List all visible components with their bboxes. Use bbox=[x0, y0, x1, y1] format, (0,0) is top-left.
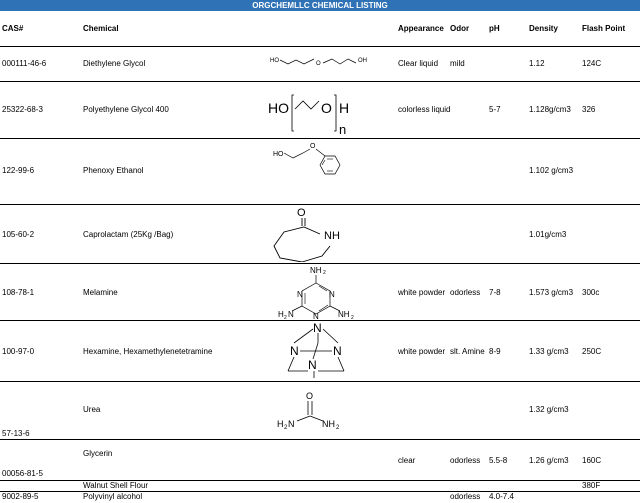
odor-cell: odorless bbox=[450, 492, 481, 501]
header-odor: Odor bbox=[450, 24, 470, 33]
structure-label: NH bbox=[324, 230, 340, 242]
flash-point-cell: 300c bbox=[582, 288, 600, 297]
hexamine-structure bbox=[280, 321, 360, 379]
chemical-cell: Melamine bbox=[83, 288, 118, 297]
flash-point-cell: 250C bbox=[582, 347, 602, 356]
table-row bbox=[0, 204, 640, 264]
ph-cell: 4.0-7.4 bbox=[489, 492, 514, 501]
ph-cell: 5.5-8 bbox=[489, 456, 508, 465]
peg-structure bbox=[268, 87, 358, 137]
chemical-cell: Polyvinyl alcohol bbox=[83, 492, 143, 501]
cas-cell: 105-60-2 bbox=[2, 230, 35, 239]
appearance-cell: colorless liquid bbox=[398, 105, 451, 114]
structure-label: HO bbox=[273, 151, 284, 158]
cas-cell: 108-78-1 bbox=[2, 288, 35, 297]
svg-text:N: N bbox=[288, 419, 295, 429]
odor-cell: odorless bbox=[450, 288, 481, 297]
svg-text:2: 2 bbox=[351, 315, 354, 320]
melamine-structure bbox=[276, 264, 366, 320]
table-row bbox=[0, 381, 640, 440]
page-title: ORGCHEMLLC CHEMICAL LISTING bbox=[0, 0, 640, 11]
structure-label: N bbox=[329, 290, 335, 299]
phenoxy-ethanol-structure bbox=[273, 140, 363, 186]
cas-cell: 000111-46-6 bbox=[2, 59, 47, 68]
table-row bbox=[0, 138, 640, 205]
structure-label: NH bbox=[338, 310, 350, 319]
table-row bbox=[0, 263, 640, 321]
header-flash-point: Flash Point bbox=[582, 24, 626, 33]
odor-cell: odorless bbox=[450, 456, 481, 465]
ph-cell: 7-8 bbox=[489, 288, 501, 297]
density-cell: 1.01g/cm3 bbox=[529, 230, 567, 239]
structure-label: H bbox=[339, 100, 350, 116]
flash-point-cell: 326 bbox=[582, 105, 596, 114]
ph-cell: 8-9 bbox=[489, 347, 501, 356]
appearance-cell: Clear liquid bbox=[398, 59, 439, 68]
structure-label: O bbox=[297, 207, 306, 219]
ph-cell: 5-7 bbox=[489, 105, 501, 114]
chemical-cell: Walnut Shell Flour bbox=[83, 481, 149, 490]
cas-cell: 25322-68-3 bbox=[2, 105, 43, 114]
structure-label: HO bbox=[268, 100, 289, 116]
structure-label: O bbox=[310, 143, 316, 150]
structure-label: N bbox=[313, 312, 319, 320]
structure-label: N bbox=[333, 344, 342, 358]
table-row bbox=[0, 320, 640, 382]
table-row bbox=[0, 439, 640, 481]
chemical-cell: Glycerin bbox=[83, 449, 113, 458]
header-density: Density bbox=[529, 24, 558, 33]
density-cell: 1.12 bbox=[529, 59, 545, 68]
header-ph: pH bbox=[489, 24, 500, 33]
density-cell: 1.128g/cm3 bbox=[529, 105, 571, 114]
density-cell: 1.26 g/cm3 bbox=[529, 456, 569, 465]
urea-structure bbox=[275, 389, 345, 433]
structure-label: NH bbox=[322, 419, 335, 429]
structure-label: OH bbox=[358, 58, 367, 64]
structure-label: O bbox=[316, 61, 321, 67]
svg-text:2: 2 bbox=[336, 425, 340, 431]
chemical-cell: Hexamine, Hexamethylenetetramine bbox=[83, 347, 213, 356]
density-cell: 1.33 g/cm3 bbox=[529, 347, 569, 356]
structure-label: H bbox=[277, 419, 284, 429]
cas-cell: 9002-89-5 bbox=[2, 492, 39, 501]
cas-cell: 57-13-6 bbox=[2, 429, 30, 438]
caprolactam-structure bbox=[260, 204, 360, 262]
cas-cell: 00056-81-5 bbox=[2, 469, 43, 478]
chemical-cell: Urea bbox=[83, 405, 101, 414]
density-cell: 1.573 g/cm3 bbox=[529, 288, 574, 297]
diethylene-glycol-structure bbox=[270, 48, 380, 78]
cas-cell: 100-97-0 bbox=[2, 347, 35, 356]
header-appearance: Appearance bbox=[398, 24, 444, 33]
chemical-cell: Caprolactam (25Kg /Bag) bbox=[83, 230, 174, 239]
chemical-cell: Polyethylene Glycol 400 bbox=[83, 105, 169, 114]
svg-text:2: 2 bbox=[284, 425, 288, 431]
flash-point-cell: 160C bbox=[582, 456, 602, 465]
odor-cell: slt. Amine bbox=[450, 347, 485, 356]
density-cell: 1.102 g/cm3 bbox=[529, 166, 574, 175]
table-row bbox=[0, 46, 640, 82]
density-cell: 1.32 g/cm3 bbox=[529, 405, 569, 414]
svg-text:N: N bbox=[288, 310, 294, 319]
structure-label: H bbox=[278, 310, 284, 319]
chemical-cell: Phenoxy Ethanol bbox=[83, 166, 144, 175]
structure-label: NH bbox=[310, 266, 322, 275]
chemical-cell: Diethylene Glycol bbox=[83, 59, 146, 68]
appearance-cell: clear bbox=[398, 456, 416, 465]
cas-cell: 122-99-6 bbox=[2, 166, 35, 175]
structure-label: HO bbox=[270, 58, 279, 64]
appearance-cell: white powder bbox=[398, 347, 446, 356]
svg-text:2: 2 bbox=[323, 270, 326, 276]
header-cas: CAS# bbox=[2, 24, 24, 33]
structure-label: N bbox=[308, 358, 317, 372]
structure-label: O bbox=[306, 391, 314, 401]
structure-label: C bbox=[306, 417, 311, 423]
header-chemical: Chemical bbox=[83, 24, 119, 33]
structure-label: n bbox=[339, 122, 347, 137]
table-row bbox=[0, 491, 640, 502]
odor-cell: mild bbox=[450, 59, 465, 68]
structure-label: N bbox=[290, 344, 299, 358]
structure-label: O bbox=[321, 100, 332, 116]
svg-text:2: 2 bbox=[284, 315, 287, 320]
flash-point-cell: 380F bbox=[582, 481, 601, 490]
table-row bbox=[0, 81, 640, 139]
appearance-cell: white powder bbox=[398, 288, 446, 297]
table-header bbox=[0, 11, 640, 47]
structure-label: N bbox=[313, 321, 322, 335]
flash-point-cell: 124C bbox=[582, 59, 602, 68]
structure-label: N bbox=[297, 290, 303, 299]
